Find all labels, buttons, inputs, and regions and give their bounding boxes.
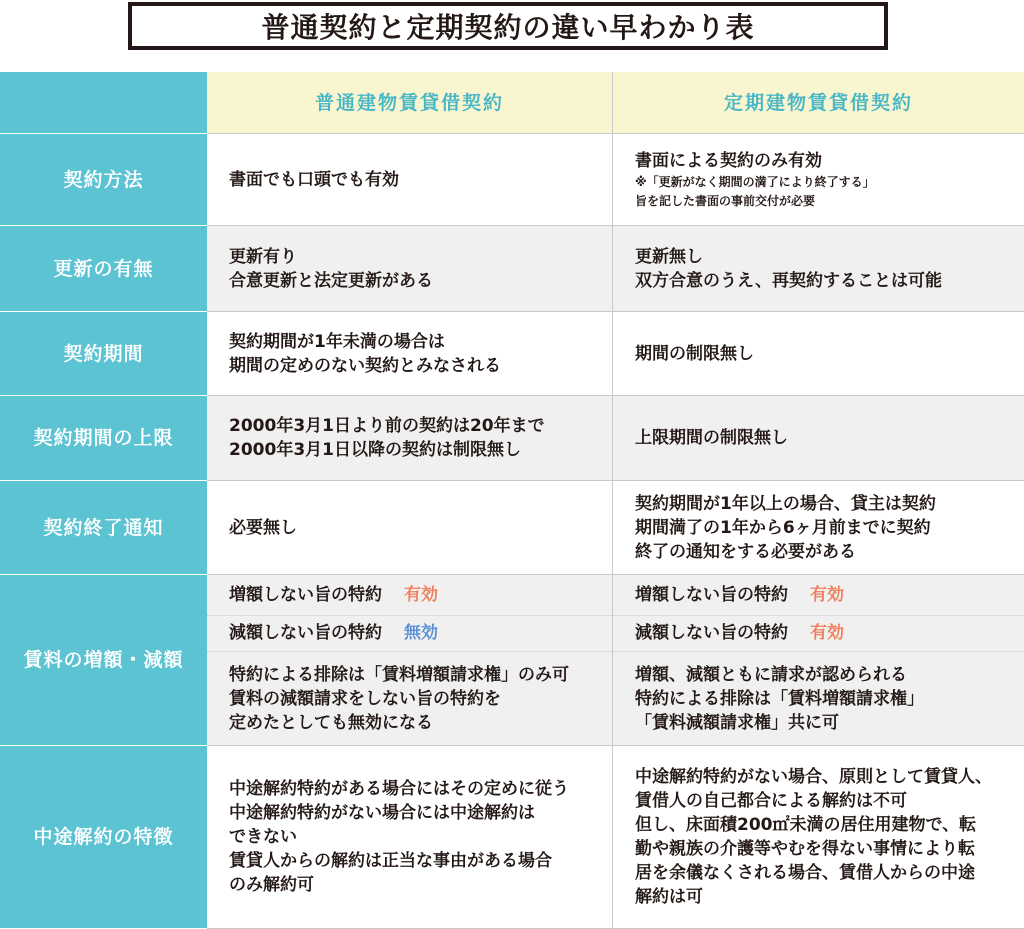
cell-text: 上限期間の制限無し — [635, 428, 788, 448]
rent-note — [613, 652, 1024, 745]
cell-text: 必要無し — [229, 517, 297, 538]
cell-text: 賃借人の自己都合による解約は不可 — [635, 791, 907, 811]
cell-text: 2000年3月1日より前の契約は20年まで — [229, 416, 545, 436]
cell-text: 居を余儀なくされる場合、賃借人からの中途 — [635, 863, 975, 883]
cell-text: 期間満了の1年から6ヶ月前までに契約 — [635, 517, 931, 538]
row-label-period: 契約期間 — [0, 312, 207, 396]
cell-text: のみ解約可 — [229, 875, 314, 895]
cell-text: 増額、減額ともに請求が認められる — [635, 664, 907, 685]
cell-period-ordinary — [207, 312, 613, 396]
cell-text: 書面でも口頭でも有効 — [229, 169, 399, 190]
row-label-renewal: 更新の有無 — [0, 226, 207, 312]
cell-text: 期間の制限無し — [635, 343, 754, 364]
cell-text: 期間の定めのない契約とみなされる — [229, 355, 501, 376]
cell-text: 賃貸人からの解約は正当な事由がある場合 — [229, 851, 552, 871]
rent-increase-line — [613, 575, 1024, 616]
cell-notice-ordinary — [207, 481, 613, 575]
cell-text: 「賃料減額請求権」共に可 — [635, 712, 839, 733]
comparison-table — [0, 72, 1024, 929]
cell-text: 但し、床面積200㎡未満の居住用建物で、転 — [635, 815, 977, 835]
cell-text: 増額しない旨の特約 — [635, 584, 788, 605]
cell-renewal-ordinary — [207, 226, 613, 312]
cell-text: 減額しない旨の特約 — [229, 623, 382, 644]
cell-text: 合意更新と法定更新がある — [229, 270, 433, 291]
cell-text: 勤や親族の介護等やむを得ない事情により転 — [635, 839, 975, 859]
row-label-rent: 賃料の増額・減額 — [0, 575, 207, 746]
rent-decrease-line — [613, 616, 1024, 653]
cell-note: 旨を記した書面の事前交付が必要 — [635, 193, 816, 208]
row-label-termination: 中途解約の特徴 — [0, 746, 207, 929]
status-invalid: 無効 — [404, 623, 438, 644]
cell-text: 2000年3月1日以降の契約は制限無し — [229, 440, 521, 460]
cell-rent-fixed — [613, 575, 1024, 746]
row-label-limit: 契約期間の上限 — [0, 396, 207, 481]
cell-text: 特約による排除は「賃料増額請求権」 — [635, 688, 924, 709]
rent-note — [207, 652, 612, 745]
cell-text: 中途解約特約がない場合、原則として賃貸人、 — [635, 767, 992, 787]
cell-text: 終了の通知をする必要がある — [635, 541, 856, 562]
cell-text: 賃料の減額請求をしない旨の特約を — [229, 688, 501, 709]
cell-text: 減額しない旨の特約 — [635, 623, 788, 644]
cell-limit-fixed — [613, 396, 1024, 481]
cell-text: 契約期間が1年以上の場合、貸主は契約 — [635, 493, 936, 514]
cell-text: 増額しない旨の特約 — [229, 584, 382, 605]
page-title: 普通契約と定期契約の違い早わかり表 — [128, 2, 888, 50]
cell-text: 更新無し — [635, 246, 703, 267]
cell-note: ※「更新がなく期間の満了により終了する」 — [635, 174, 875, 189]
column-header-ordinary: 普通建物賃貸借契約 — [207, 72, 613, 134]
cell-text: 中途解約特約がある場合にはその定めに従う — [229, 779, 569, 799]
cell-rent-ordinary — [207, 575, 613, 746]
row-label-notice: 契約終了通知 — [0, 481, 207, 575]
cell-termination-fixed — [613, 746, 1024, 929]
cell-renewal-fixed — [613, 226, 1024, 312]
rent-decrease-line — [207, 616, 612, 653]
cell-text: 解約は可 — [635, 887, 703, 907]
cell-termination-ordinary — [207, 746, 613, 929]
cell-text: 中途解約特約がない場合には中途解約は — [229, 803, 535, 823]
cell-period-fixed — [613, 312, 1024, 396]
cell-text: 更新有り — [229, 246, 297, 267]
cell-text: 契約期間が1年未満の場合は — [229, 331, 445, 352]
row-label-method: 契約方法 — [0, 134, 207, 226]
cell-text: 定めたとしても無効になる — [229, 712, 433, 733]
status-valid: 有効 — [404, 584, 438, 605]
column-header-fixed: 定期建物賃貸借契約 — [613, 72, 1024, 134]
cell-text: 特約による排除は「賃料増額請求権」のみ可 — [229, 664, 569, 685]
cell-limit-ordinary — [207, 396, 613, 481]
cell-text: 書面による契約のみ有効 — [635, 150, 822, 171]
status-valid: 有効 — [810, 623, 844, 644]
table-corner — [0, 72, 207, 134]
cell-method-ordinary — [207, 134, 613, 226]
cell-notice-fixed — [613, 481, 1024, 575]
status-valid: 有効 — [810, 584, 844, 605]
cell-text: できない — [229, 827, 297, 847]
cell-method-fixed — [613, 134, 1024, 226]
rent-increase-line — [207, 575, 612, 616]
cell-text: 双方合意のうえ、再契約することは可能 — [635, 270, 943, 291]
